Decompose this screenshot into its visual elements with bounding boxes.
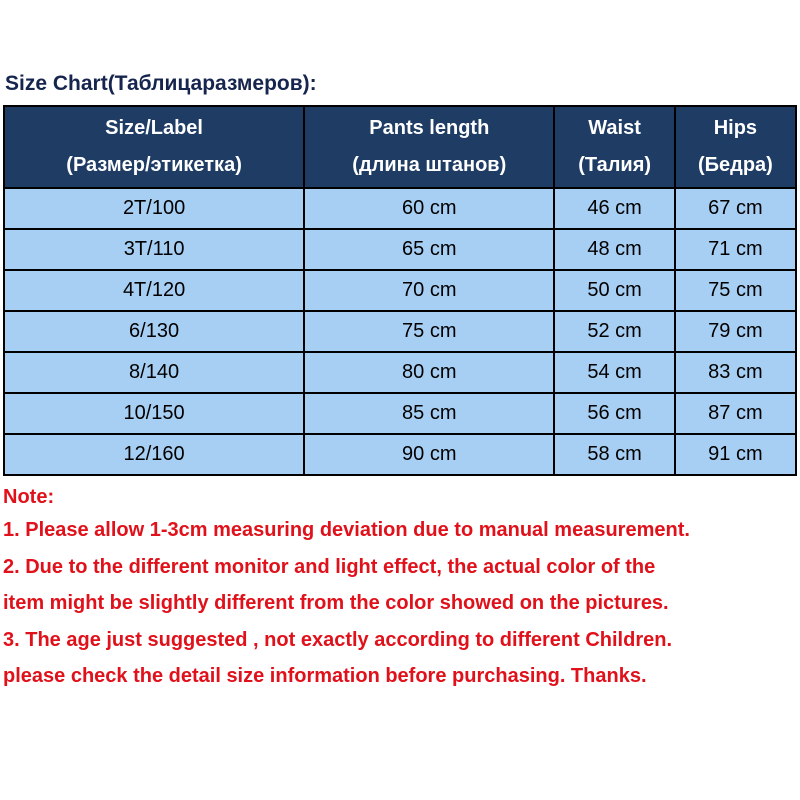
cell-waist: 58 cm: [554, 434, 674, 475]
cell-pants-length: 85 cm: [304, 393, 554, 434]
cell-hips: 79 cm: [675, 311, 796, 352]
page-title: Size Chart(Таблицаразмеров):: [5, 72, 317, 95]
column-header-hips: [675, 106, 796, 188]
cell-size: 6/130: [4, 311, 304, 352]
cell-pants-length: 75 cm: [304, 311, 554, 352]
table-header-row: [4, 106, 796, 188]
cell-size: 4T/120: [4, 270, 304, 311]
cell-waist: 46 cm: [554, 188, 674, 229]
table-row: [4, 352, 796, 393]
cell-waist: 52 cm: [554, 311, 674, 352]
note-heading: Note:: [3, 486, 55, 508]
note-line: 3. The age just suggested , not exactly according to different Children.: [3, 628, 673, 651]
cell-waist: 54 cm: [554, 352, 674, 393]
table-row: [4, 188, 796, 229]
cell-waist: 48 cm: [554, 229, 674, 270]
cell-size: 12/160: [4, 434, 304, 475]
table-row: [4, 434, 796, 475]
column-header-text-ru: (Талия): [578, 154, 652, 176]
table-row: [4, 311, 796, 352]
cell-hips: 87 cm: [675, 393, 796, 434]
note-line: item might be slightly different from the color showed on the pictures.: [3, 592, 669, 614]
cell-pants-length: 70 cm: [304, 270, 554, 311]
cell-size: 10/150: [4, 393, 304, 434]
column-header-text-ru: (длина штанов): [352, 154, 507, 176]
size-chart-table: [3, 105, 797, 476]
cell-pants-length: 90 cm: [304, 434, 554, 475]
cell-hips: 71 cm: [675, 229, 796, 270]
cell-hips: 67 cm: [675, 188, 796, 229]
cell-pants-length: 65 cm: [304, 229, 554, 270]
column-header-text-en: Size/Label: [105, 117, 203, 139]
column-header-text-ru: (Бедра): [697, 154, 773, 176]
column-header-text-en: Hips: [713, 117, 758, 139]
note-line: 2. Due to the different monitor and light effect, the actual color of the: [3, 555, 656, 578]
cell-waist: 56 cm: [554, 393, 674, 434]
cell-size: 8/140: [4, 352, 304, 393]
notes-section: [3, 482, 800, 695]
cell-size: 3T/110: [4, 229, 304, 270]
column-header-size-label: [4, 106, 304, 188]
note-line: please check the detail size information before purchasing. Thanks.: [3, 665, 647, 687]
column-header-pants-length: [304, 106, 554, 188]
column-header-waist: [554, 106, 674, 188]
cell-size: 2T/100: [4, 188, 304, 229]
note-line: 1. Please allow 1-3cm measuring deviation due to manual measurement.: [3, 519, 690, 541]
cell-waist: 50 cm: [554, 270, 674, 311]
cell-hips: 83 cm: [675, 352, 796, 393]
cell-hips: 75 cm: [675, 270, 796, 311]
cell-hips: 91 cm: [675, 434, 796, 475]
cell-pants-length: 60 cm: [304, 188, 554, 229]
cell-pants-length: 80 cm: [304, 352, 554, 393]
column-header-text-en: Waist: [588, 117, 641, 139]
column-header-text-ru: (Размер/этикетка): [66, 154, 242, 176]
table-row: [4, 393, 796, 434]
table-row: [4, 270, 796, 311]
table-row: [4, 229, 796, 270]
column-header-text-en: Pants length: [369, 117, 490, 139]
